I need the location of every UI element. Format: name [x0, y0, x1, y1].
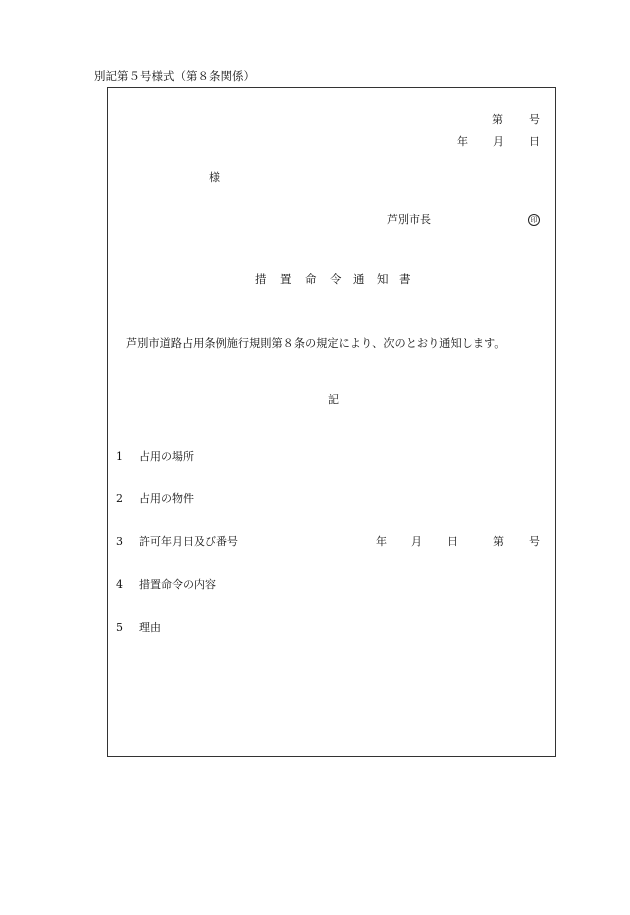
item-num-5: 5	[116, 621, 123, 634]
item-num-3: 3	[116, 535, 123, 548]
header-dai: 第	[492, 113, 503, 126]
title-char-4: 令	[330, 272, 342, 286]
item-num-1: 1	[116, 450, 123, 463]
header-gou: 号	[529, 113, 540, 126]
item-label-5: 理由	[139, 621, 161, 634]
header-day: 日	[529, 135, 540, 148]
document-frame	[107, 87, 556, 757]
issuer-name: 芦別市長	[387, 213, 431, 226]
permit-year: 年	[376, 535, 387, 548]
body-text: 芦別市道路占用条例施行規則第８条の規定により、次のとおり通知します。	[126, 337, 506, 350]
permit-month: 月	[411, 535, 422, 548]
permit-dai: 第	[493, 535, 504, 548]
title-char-3: 命	[305, 272, 317, 286]
ki-heading: 記	[328, 393, 339, 406]
item-label-2: 占用の物件	[139, 492, 194, 505]
title-char-7: 書	[399, 272, 411, 286]
title-char-5: 通	[353, 272, 365, 286]
addressee-suffix: 様	[209, 171, 220, 184]
title-char-2: 置	[280, 272, 292, 286]
item-label-3: 許可年月日及び番号	[139, 535, 238, 548]
header-month: 月	[493, 135, 504, 148]
title-char-6: 知	[377, 272, 389, 286]
item-label-1: 占用の場所	[139, 450, 194, 463]
title-char-1: 措	[255, 272, 267, 286]
item-num-2: 2	[116, 492, 123, 505]
permit-day: 日	[447, 535, 458, 548]
form-label: 別記第５号様式（第８条関係）	[94, 69, 255, 83]
item-num-4: 4	[116, 578, 123, 591]
seal-icon: 印	[528, 214, 540, 226]
permit-gou: 号	[529, 535, 540, 548]
header-year: 年	[457, 135, 468, 148]
item-label-4: 措置命令の内容	[139, 578, 216, 591]
seal-mark	[528, 213, 540, 227]
